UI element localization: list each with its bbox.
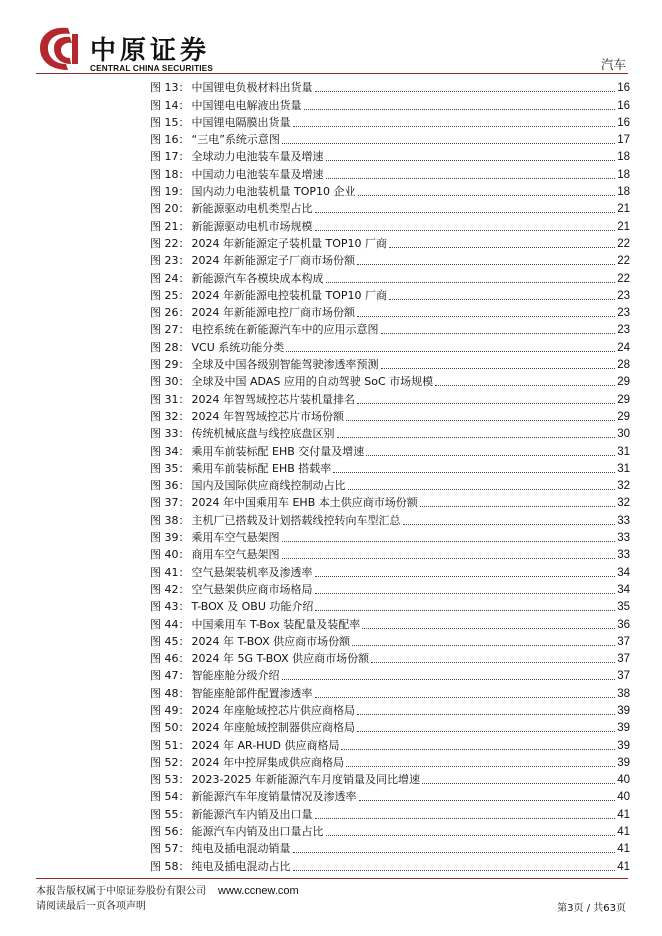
toc-entry[interactable] <box>150 562 630 579</box>
toc-figure-label: 图 28： <box>150 340 190 354</box>
toc-figure-label: 图 40： <box>150 548 190 562</box>
toc-entry[interactable] <box>150 199 630 216</box>
footer-url[interactable]: www.ccnew.com <box>218 885 299 897</box>
toc-figure-label: 图 48： <box>150 686 190 700</box>
toc-figure-title: 新能源汽车内销及出口量 <box>191 807 313 821</box>
toc-figure-title: 乘用车前装标配 EHB 搭载率 <box>191 461 332 475</box>
toc-dot-leader <box>282 540 616 542</box>
toc-entry[interactable] <box>150 407 630 424</box>
toc-dot-leader <box>333 471 615 473</box>
toc-figure-title: 国内动力电池装机量 TOP10 企业 <box>191 185 356 199</box>
toc-dot-leader <box>282 678 616 680</box>
toc-figure-label: 图 33： <box>150 427 190 441</box>
toc-page-number: 37 <box>617 635 630 648</box>
toc-page-number: 32 <box>617 497 630 510</box>
toc-page-number: 29 <box>617 393 630 406</box>
toc-entry[interactable] <box>150 718 630 735</box>
toc-entry[interactable] <box>150 856 630 873</box>
toc-page-number: 41 <box>617 843 630 856</box>
toc-figure-title: 2024 年座舱域控制器供应商格局 <box>191 721 355 735</box>
toc-figure-title: 新能源汽车年度销量情况及渗透率 <box>191 790 357 804</box>
toc-figure-title: 2024 年座舱域控芯片供应商格局 <box>191 703 355 717</box>
toc-figure-title: 电控系统在新能源汽车中的应用示意图 <box>191 323 379 337</box>
toc-figure-label: 图 57： <box>150 842 190 856</box>
toc-entry[interactable] <box>150 216 630 233</box>
toc-figure-label: 图 35： <box>150 461 190 475</box>
toc-figure-label: 图 29： <box>150 358 190 372</box>
toc-dot-leader <box>315 575 616 577</box>
toc-dot-leader <box>359 799 616 801</box>
toc-figure-label: 图 51： <box>150 738 190 752</box>
toc-page-number: 17 <box>617 134 630 147</box>
toc-page-number: 38 <box>617 687 630 700</box>
toc-page-number: 37 <box>617 670 630 683</box>
toc-page-number: 33 <box>617 514 630 527</box>
toc-figure-title: 纯电及插电混动销量 <box>191 842 291 856</box>
toc-entry[interactable] <box>150 113 630 130</box>
toc-entry[interactable] <box>150 459 630 476</box>
toc-figure-label: 图 44： <box>150 617 190 631</box>
toc-page-number: 41 <box>617 808 630 821</box>
toc-figure-label: 图 50： <box>150 721 190 735</box>
toc-entry[interactable] <box>150 632 630 649</box>
toc-entry[interactable] <box>150 355 630 372</box>
toc-figure-label: 图 16： <box>150 133 190 147</box>
toc-figure-title: 全球及中国 ADAS 应用的自动驾驶 SoC 市场规模 <box>191 375 434 389</box>
toc-page-number: 23 <box>617 289 630 302</box>
toc-figure-label: 图 14： <box>150 98 190 112</box>
toc-figure-label: 图 31： <box>150 392 190 406</box>
toc-dot-leader <box>357 402 615 404</box>
toc-entry[interactable] <box>150 493 630 510</box>
toc-figure-label: 图 23： <box>150 254 190 268</box>
toc-figure-label: 图 46： <box>150 652 190 666</box>
toc-page-number: 29 <box>617 376 630 389</box>
toc-page-number: 39 <box>617 756 630 769</box>
toc-figure-label: 图 15： <box>150 115 190 129</box>
toc-entry[interactable] <box>150 839 630 856</box>
toc-figure-title: 2024 年 T-BOX 供应商市场份额 <box>191 634 351 648</box>
toc-figure-title: 中国动力电池装车量及增速 <box>191 167 324 181</box>
toc-figure-label: 图 19： <box>150 185 190 199</box>
figure-table-of-contents <box>150 78 630 874</box>
toc-dot-leader <box>326 159 616 161</box>
toc-entry[interactable] <box>150 528 630 545</box>
toc-entry[interactable] <box>150 510 630 527</box>
toc-page-number: 23 <box>617 324 630 337</box>
toc-page-number: 34 <box>617 583 630 596</box>
toc-page-number: 24 <box>617 341 630 354</box>
toc-entry[interactable] <box>150 95 630 112</box>
toc-figure-label: 图 53： <box>150 773 190 787</box>
toc-entry[interactable] <box>150 164 630 181</box>
toc-figure-title: VCU 系统功能分类 <box>191 340 285 354</box>
toc-dot-leader <box>366 454 615 456</box>
toc-dot-leader <box>357 713 615 715</box>
toc-figure-title: 中国乘用车 T-Box 装配量及装配率 <box>191 617 361 631</box>
toc-dot-leader <box>315 90 616 92</box>
toc-figure-title: 2024 年 5G T-BOX 供应商市场份额 <box>191 652 370 666</box>
toc-entry[interactable] <box>150 234 630 251</box>
toc-entry[interactable] <box>150 320 630 337</box>
toc-figure-label: 图 49： <box>150 703 190 717</box>
toc-dot-leader <box>381 367 616 369</box>
toc-page-number: 30 <box>617 428 630 441</box>
toc-figure-title: 2024 年新能源电控厂商市场份额 <box>191 306 355 320</box>
toc-figure-label: 图 41： <box>150 565 190 579</box>
toc-figure-title: 2024 年智驾域控芯片装机量排名 <box>191 392 355 406</box>
toc-figure-title: T-BOX 及 OBU 功能介绍 <box>191 600 314 614</box>
toc-dot-leader <box>326 177 616 179</box>
toc-dot-leader <box>348 488 616 490</box>
toc-entry[interactable] <box>150 268 630 285</box>
toc-dot-leader <box>326 281 616 283</box>
toc-figure-label: 图 26： <box>150 306 190 320</box>
toc-entry[interactable] <box>150 701 630 718</box>
toc-entry[interactable] <box>150 130 630 147</box>
toc-figure-title: 国内及国际供应商线控制动占比 <box>191 479 346 493</box>
toc-page-number: 39 <box>617 722 630 735</box>
page-header <box>0 0 662 80</box>
toc-page-number: 29 <box>617 410 630 423</box>
toc-dot-leader <box>304 108 616 110</box>
toc-entry[interactable] <box>150 337 630 354</box>
toc-dot-leader <box>403 523 616 525</box>
toc-dot-leader <box>435 384 615 386</box>
toc-dot-leader <box>293 125 616 127</box>
toc-figure-label: 图 22： <box>150 236 190 250</box>
toc-figure-label: 图 17： <box>150 150 190 164</box>
toc-figure-label: 图 39： <box>150 531 190 545</box>
toc-dot-leader <box>315 592 616 594</box>
toc-page-number: 39 <box>617 739 630 752</box>
toc-page-number: 40 <box>617 774 630 787</box>
toc-entry[interactable] <box>150 389 630 406</box>
toc-dot-leader <box>357 730 615 732</box>
toc-figure-label: 图 55： <box>150 807 190 821</box>
toc-page-number: 21 <box>617 220 630 233</box>
toc-figure-title: 新能源驱动电机类型占比 <box>191 202 313 216</box>
toc-figure-label: 图 36： <box>150 479 190 493</box>
toc-entry[interactable] <box>150 666 630 683</box>
toc-figure-label: 图 43： <box>150 600 190 614</box>
toc-figure-title: “三电”系统示意图 <box>191 133 280 147</box>
toc-figure-title: 能源汽车内销及出口量占比 <box>191 825 324 839</box>
footer-copyright: 本报告版权属于中原证券股份有限公司 <box>36 886 206 897</box>
toc-dot-leader <box>362 627 615 629</box>
toc-page-number: 35 <box>617 601 630 614</box>
toc-entry[interactable] <box>150 649 630 666</box>
toc-figure-label: 图 34： <box>150 444 190 458</box>
toc-entry[interactable] <box>150 597 630 614</box>
toc-page-number: 21 <box>617 203 630 216</box>
toc-dot-leader <box>315 229 616 231</box>
toc-dot-leader <box>357 315 615 317</box>
toc-entry[interactable] <box>150 804 630 821</box>
header-divider <box>36 73 628 74</box>
toc-page-number: 18 <box>617 168 630 181</box>
toc-entry[interactable] <box>150 735 630 752</box>
toc-figure-title: 空气悬架装机率及渗透率 <box>191 565 313 579</box>
toc-entry[interactable] <box>150 372 630 389</box>
toc-dot-leader <box>293 869 616 871</box>
toc-dot-leader <box>315 609 615 611</box>
toc-page-number: 28 <box>617 359 630 372</box>
toc-figure-title: 2024 年新能源定子厂商市场份额 <box>191 254 355 268</box>
toc-figure-title: 商用车空气悬架图 <box>191 548 280 562</box>
toc-figure-label: 图 13： <box>150 81 190 95</box>
toc-figure-title: 主机厂已搭载及计划搭载线控转向车型汇总 <box>191 513 401 527</box>
toc-page-number: 16 <box>617 116 630 129</box>
toc-dot-leader <box>286 350 615 352</box>
toc-figure-label: 图 42： <box>150 582 190 596</box>
toc-entry[interactable] <box>150 683 630 700</box>
toc-dot-leader <box>389 298 615 300</box>
toc-page-number: 41 <box>617 860 630 873</box>
toc-dot-leader <box>358 194 616 196</box>
toc-entry[interactable] <box>150 78 630 95</box>
toc-page-number: 18 <box>617 186 630 199</box>
toc-figure-title: 中国锂电隔膜出货量 <box>191 115 291 129</box>
toc-figure-label: 图 56： <box>150 825 190 839</box>
toc-dot-leader <box>337 436 616 438</box>
toc-entry[interactable] <box>150 441 630 458</box>
toc-figure-title: 空气悬架供应商市场格局 <box>191 582 313 596</box>
toc-page-number: 33 <box>617 532 630 545</box>
toc-figure-title: 2024 年智驾域控芯片市场份额 <box>191 409 344 423</box>
toc-page-number: 22 <box>617 237 630 250</box>
toc-entry[interactable] <box>150 251 630 268</box>
toc-figure-label: 图 58： <box>150 859 190 873</box>
toc-page-number: 16 <box>617 82 630 95</box>
toc-figure-label: 图 30： <box>150 375 190 389</box>
logo-chinese-name: 中原证券 <box>90 36 211 66</box>
toc-dot-leader <box>315 696 616 698</box>
toc-entry[interactable] <box>150 182 630 199</box>
toc-dot-leader <box>282 142 615 144</box>
toc-figure-title: 传统机械底盘与线控底盘区别 <box>191 427 335 441</box>
toc-page-number: 22 <box>617 272 630 285</box>
toc-page-number: 40 <box>617 791 630 804</box>
toc-dot-leader <box>420 505 615 507</box>
toc-dot-leader <box>381 332 616 334</box>
toc-figure-title: 2024 年中控屏集成供应商格局 <box>191 755 344 769</box>
toc-figure-label: 图 24： <box>150 271 190 285</box>
toc-page-number: 37 <box>617 653 630 666</box>
toc-entry[interactable] <box>150 770 630 787</box>
footer-divider <box>36 878 628 879</box>
toc-page-number: 22 <box>617 255 630 268</box>
toc-entry[interactable] <box>150 147 630 164</box>
page-number: 第3页 / 共63页 <box>557 903 626 914</box>
toc-page-number: 31 <box>617 462 630 475</box>
footer-left <box>36 884 299 914</box>
toc-dot-leader <box>293 851 616 853</box>
toc-page-number: 31 <box>617 445 630 458</box>
toc-page-number: 34 <box>617 566 630 579</box>
toc-entry[interactable] <box>150 545 630 562</box>
toc-dot-leader <box>422 782 615 784</box>
toc-dot-leader <box>326 834 616 836</box>
toc-dot-leader <box>315 817 616 819</box>
toc-figure-title: 乘用车空气悬架图 <box>191 531 280 545</box>
toc-figure-title: 中国锂电电解液出货量 <box>191 98 302 112</box>
toc-figure-title: 纯电及插电混动占比 <box>191 859 291 873</box>
toc-entry[interactable] <box>150 614 630 631</box>
toc-dot-leader <box>282 557 616 559</box>
logo-mark-icon <box>34 24 84 72</box>
toc-figure-label: 图 20： <box>150 202 190 216</box>
toc-figure-title: 新能源驱动电机市场规模 <box>191 219 313 233</box>
industry-label: 汽车 <box>600 57 626 72</box>
toc-figure-label: 图 52： <box>150 755 190 769</box>
toc-entry[interactable] <box>150 822 630 839</box>
toc-entry[interactable] <box>150 787 630 804</box>
toc-page-number: 16 <box>617 99 630 112</box>
toc-figure-title: 全球及中国各级别智能驾驶渗透率预测 <box>191 358 379 372</box>
toc-page-number: 33 <box>617 549 630 562</box>
toc-figure-title: 2024 年新能源定子装机量 TOP10 厂商 <box>191 236 387 250</box>
toc-figure-title: 乘用车前装标配 EHB 交付量及增速 <box>191 444 365 458</box>
toc-dot-leader <box>315 211 616 213</box>
toc-page-number: 41 <box>617 826 630 839</box>
toc-figure-title: 智能座舱部件配置渗透率 <box>191 686 313 700</box>
toc-entry[interactable] <box>150 286 630 303</box>
toc-figure-title: 全球动力电池装车量及增速 <box>191 150 324 164</box>
toc-dot-leader <box>389 246 615 248</box>
toc-dot-leader <box>346 765 615 767</box>
toc-entry[interactable] <box>150 303 630 320</box>
toc-entry[interactable] <box>150 580 630 597</box>
toc-figure-title: 智能座舱分级介绍 <box>191 669 280 683</box>
toc-figure-title: 新能源汽车各模块成本构成 <box>191 271 324 285</box>
toc-figure-label: 图 45： <box>150 634 190 648</box>
toc-figure-title: 中国锂电负极材料出货量 <box>191 81 313 95</box>
toc-figure-label: 图 47： <box>150 669 190 683</box>
company-logo <box>34 24 244 74</box>
toc-dot-leader <box>341 748 615 750</box>
toc-figure-title: 2024 年 AR-HUD 供应商格局 <box>191 738 340 752</box>
footer-disclaimer: 请阅读最后一页各项声明 <box>36 901 146 912</box>
toc-figure-label: 图 27： <box>150 323 190 337</box>
toc-figure-title: 2024 年新能源电控装机量 TOP10 厂商 <box>191 288 387 302</box>
toc-entry[interactable] <box>150 476 630 493</box>
toc-figure-label: 图 21： <box>150 219 190 233</box>
toc-page-number: 39 <box>617 704 630 717</box>
toc-entry[interactable] <box>150 753 630 770</box>
toc-dot-leader <box>357 263 615 265</box>
toc-page-number: 36 <box>617 618 630 631</box>
toc-page-number: 18 <box>617 151 630 164</box>
logo-english-name: CENTRAL CHINA SECURITIES <box>90 64 214 73</box>
toc-figure-title: 2024 年中国乘用车 EHB 本土供应商市场份额 <box>191 496 418 510</box>
toc-figure-title: 2023-2025 年新能源汽车月度销量及同比增速 <box>191 773 420 787</box>
toc-entry[interactable] <box>150 424 630 441</box>
toc-figure-label: 图 38： <box>150 513 190 527</box>
toc-dot-leader <box>352 644 615 646</box>
toc-figure-label: 图 32： <box>150 409 190 423</box>
toc-figure-label: 图 54： <box>150 790 190 804</box>
toc-page-number: 32 <box>617 480 630 493</box>
toc-dot-leader <box>371 661 615 663</box>
toc-figure-label: 图 18： <box>150 167 190 181</box>
toc-page-number: 23 <box>617 307 630 320</box>
toc-figure-label: 图 25： <box>150 288 190 302</box>
toc-dot-leader <box>346 419 615 421</box>
toc-figure-label: 图 37： <box>150 496 190 510</box>
